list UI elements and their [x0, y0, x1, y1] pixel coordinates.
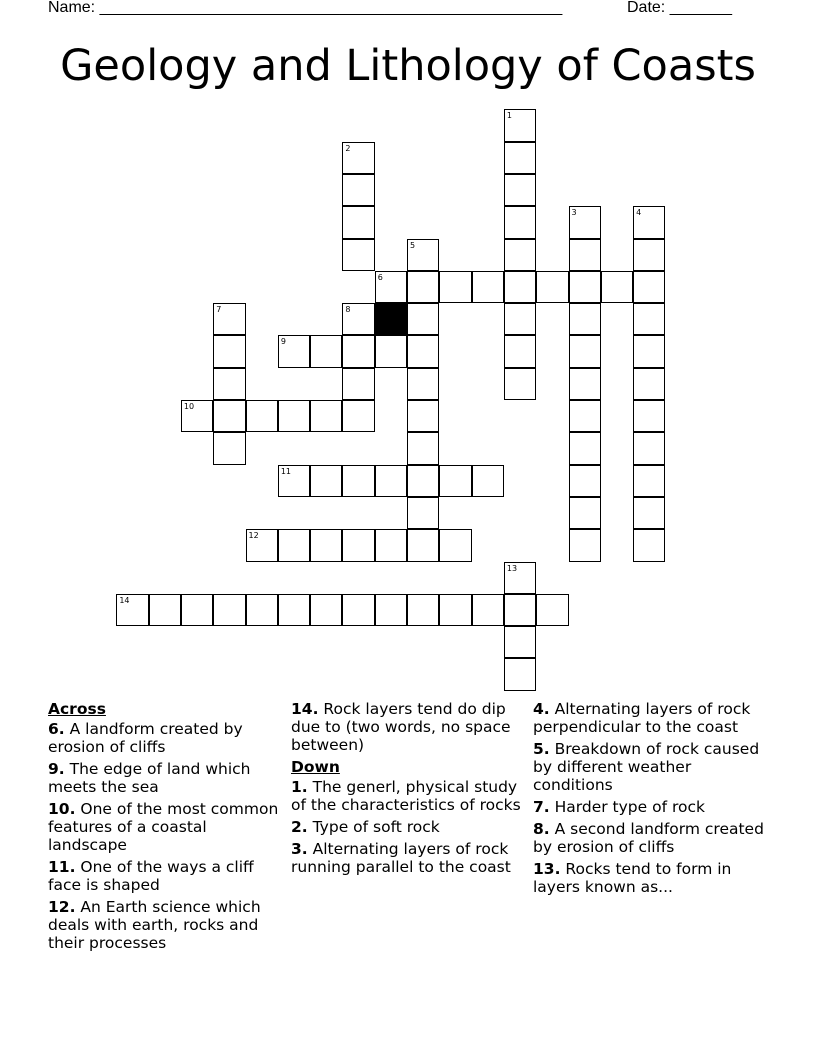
clue-number: 2. — [291, 818, 308, 836]
black-cell — [375, 303, 407, 335]
grid-cell[interactable] — [569, 303, 601, 335]
clue-down-2 — [291, 818, 523, 836]
grid-cell[interactable] — [504, 174, 536, 206]
grid-cell[interactable] — [310, 335, 342, 367]
grid-cell[interactable] — [407, 465, 439, 497]
clue-across-6 — [48, 720, 280, 756]
grid-cell[interactable] — [407, 335, 439, 367]
grid-cell[interactable] — [407, 400, 439, 432]
grid-cell[interactable] — [633, 432, 665, 464]
clue-across-11 — [48, 858, 280, 894]
grid-cell[interactable] — [569, 206, 601, 238]
grid-cell[interactable] — [504, 109, 536, 141]
cell-number: 5 — [410, 240, 416, 250]
grid-cell[interactable] — [472, 465, 504, 497]
grid-cell[interactable] — [504, 626, 536, 658]
grid-cell[interactable] — [633, 335, 665, 367]
across-heading: Across — [48, 700, 106, 718]
grid-cell[interactable] — [536, 594, 568, 626]
clue-text: Alternating layers of rock perpendicular to the coast — [533, 700, 751, 736]
grid-cell[interactable] — [246, 400, 278, 432]
clue-down-8 — [533, 820, 765, 856]
cell-number: 2 — [345, 143, 351, 153]
grid-cell[interactable] — [407, 239, 439, 271]
clue-number: 7. — [533, 798, 550, 816]
clue-down-7 — [533, 798, 765, 816]
cell-number: 1 — [506, 111, 512, 121]
clue-number: 14. — [291, 700, 319, 718]
grid-cell[interactable] — [504, 368, 536, 400]
grid-cell[interactable] — [278, 400, 310, 432]
grid-cell[interactable] — [504, 206, 536, 238]
grid-cell[interactable] — [246, 529, 278, 561]
grid-cell[interactable] — [246, 594, 278, 626]
grid-cell[interactable] — [310, 400, 342, 432]
clue-text: Breakdown of rock caused by different weather conditions — [533, 740, 760, 794]
grid-cell[interactable] — [569, 529, 601, 561]
grid-cell[interactable] — [472, 271, 504, 303]
grid-cell[interactable] — [504, 335, 536, 367]
grid-cell[interactable] — [633, 206, 665, 238]
grid-cell[interactable] — [213, 432, 245, 464]
grid-cell[interactable] — [633, 271, 665, 303]
grid-cell[interactable] — [633, 368, 665, 400]
clue-text: Alternating layers of rock running parallel to the coast — [291, 840, 511, 876]
grid-cell[interactable] — [213, 368, 245, 400]
clue-down-3 — [291, 840, 523, 876]
grid-cell[interactable] — [633, 465, 665, 497]
grid-cell[interactable] — [310, 594, 342, 626]
grid-cell[interactable] — [472, 594, 504, 626]
grid-cell[interactable] — [407, 303, 439, 335]
clue-column-2 — [291, 700, 523, 880]
clue-down-4 — [533, 700, 765, 736]
grid-cell[interactable] — [342, 400, 374, 432]
grid-cell[interactable] — [342, 368, 374, 400]
grid-cell[interactable] — [213, 335, 245, 367]
clue-across-9 — [48, 760, 280, 796]
grid-cell[interactable] — [213, 594, 245, 626]
grid-cell[interactable] — [633, 303, 665, 335]
clue-number: 6. — [48, 720, 65, 738]
clue-down-1 — [291, 778, 523, 814]
grid-cell[interactable] — [439, 594, 471, 626]
grid-cell[interactable] — [342, 142, 374, 174]
clue-number: 3. — [291, 840, 308, 858]
clue-text: Type of soft rock — [312, 818, 440, 836]
grid-cell[interactable] — [407, 368, 439, 400]
clue-number: 11. — [48, 858, 76, 876]
grid-cell[interactable] — [407, 594, 439, 626]
grid-cell[interactable] — [149, 594, 181, 626]
clue-number: 1. — [291, 778, 308, 796]
grid-cell[interactable] — [504, 239, 536, 271]
grid-cell[interactable] — [342, 594, 374, 626]
clue-column-1 — [48, 700, 280, 956]
cell-number: 9 — [280, 337, 286, 347]
clue-column-3 — [533, 700, 765, 900]
grid-cell[interactable] — [536, 271, 568, 303]
grid-cell[interactable] — [601, 271, 633, 303]
clue-text: A second landform created by erosion of cliffs — [533, 820, 764, 856]
cell-number: 10 — [183, 402, 195, 411]
cell-number: 13 — [506, 563, 518, 573]
grid-cell[interactable] — [439, 271, 471, 303]
clue-number: 13. — [533, 860, 561, 878]
cell-number: 3 — [571, 208, 577, 218]
clue-across-14 — [291, 700, 523, 754]
grid-cell[interactable] — [342, 529, 374, 561]
clue-text: The edge of land which meets the sea — [48, 760, 251, 796]
grid-cell[interactable] — [278, 594, 310, 626]
clue-text: A landform created by erosion of cliffs — [48, 720, 243, 756]
clue-number: 10. — [48, 800, 76, 818]
grid-cell[interactable] — [310, 529, 342, 561]
grid-cell[interactable] — [439, 529, 471, 561]
clue-text: Rocks tend to form in layers known as... — [533, 860, 732, 896]
grid-cell[interactable] — [569, 497, 601, 529]
grid-cell[interactable] — [504, 271, 536, 303]
clue-down-5 — [533, 740, 765, 794]
grid-cell[interactable] — [342, 174, 374, 206]
cell-number: 12 — [248, 531, 259, 541]
grid-cell[interactable] — [342, 465, 374, 497]
clue-down-13 — [533, 860, 765, 896]
clue-text: Harder type of rock — [554, 798, 705, 816]
grid-cell[interactable] — [569, 335, 601, 367]
clue-text: One of the ways a cliff face is shaped — [48, 858, 254, 894]
grid-cell[interactable] — [633, 239, 665, 271]
clue-number: 5. — [533, 740, 550, 758]
page-title: Geology and Lithology of Coasts — [60, 41, 756, 91]
grid-cell[interactable] — [504, 658, 536, 690]
grid-cell[interactable] — [569, 271, 601, 303]
grid-cell[interactable] — [569, 432, 601, 464]
grid-cell[interactable] — [310, 465, 342, 497]
clue-number: 8. — [533, 820, 550, 838]
grid-cell[interactable] — [375, 594, 407, 626]
clue-text: An Earth science which deals with earth, rocks and their processes — [48, 898, 261, 952]
grid-cell[interactable] — [407, 432, 439, 464]
grid-cell[interactable] — [278, 465, 310, 497]
grid-cell[interactable] — [504, 142, 536, 174]
grid-cell[interactable] — [504, 562, 536, 594]
grid-cell[interactable] — [569, 368, 601, 400]
grid-cell[interactable] — [504, 594, 536, 626]
grid-cell[interactable] — [342, 206, 374, 238]
grid-cell[interactable] — [181, 594, 213, 626]
grid-cell[interactable] — [342, 303, 374, 335]
grid-cell[interactable] — [342, 335, 374, 367]
grid-cell[interactable] — [181, 400, 213, 432]
grid-cell[interactable] — [375, 335, 407, 367]
grid-cell[interactable] — [213, 303, 245, 335]
grid-cell[interactable] — [569, 400, 601, 432]
date-field[interactable]: Date: _______ — [627, 0, 732, 16]
clue-text: Rock layers tend do dip due to (two words, no space between) — [291, 700, 511, 754]
grid-cell[interactable] — [278, 335, 310, 367]
grid-cell[interactable] — [504, 303, 536, 335]
grid-cell[interactable] — [375, 529, 407, 561]
grid-cell[interactable] — [407, 497, 439, 529]
grid-cell[interactable] — [375, 271, 407, 303]
grid-cell[interactable] — [342, 239, 374, 271]
cell-number: 14 — [119, 595, 130, 605]
grid-cell[interactable] — [633, 400, 665, 432]
cell-number: 4 — [636, 208, 642, 218]
cell-number: 7 — [216, 305, 222, 315]
grid-cell[interactable] — [407, 271, 439, 303]
clue-across-12 — [48, 898, 280, 952]
name-field[interactable]: Name: ____________________________________________________ — [48, 0, 563, 16]
cell-number: 11 — [280, 466, 291, 476]
grid-cell[interactable] — [375, 465, 407, 497]
grid-cell[interactable] — [569, 239, 601, 271]
down-heading: Down — [291, 758, 340, 776]
clue-across-10 — [48, 800, 280, 854]
grid-cell[interactable] — [633, 529, 665, 561]
clue-number: 12. — [48, 898, 76, 916]
grid-cell[interactable] — [278, 529, 310, 561]
grid-cell[interactable] — [213, 400, 245, 432]
grid-cell[interactable] — [633, 497, 665, 529]
grid-cell[interactable] — [439, 465, 471, 497]
clue-text: The generl, physical study of the characteristics of rocks — [291, 778, 521, 814]
grid-cell[interactable] — [116, 594, 148, 626]
grid-cell[interactable] — [407, 529, 439, 561]
cell-number: 8 — [345, 305, 351, 315]
clue-number: 4. — [533, 700, 550, 718]
grid-cell[interactable] — [569, 465, 601, 497]
cell-number: 6 — [377, 272, 383, 282]
clue-number: 9. — [48, 760, 65, 778]
clue-text: One of the most common features of a coastal landscape — [48, 800, 279, 854]
